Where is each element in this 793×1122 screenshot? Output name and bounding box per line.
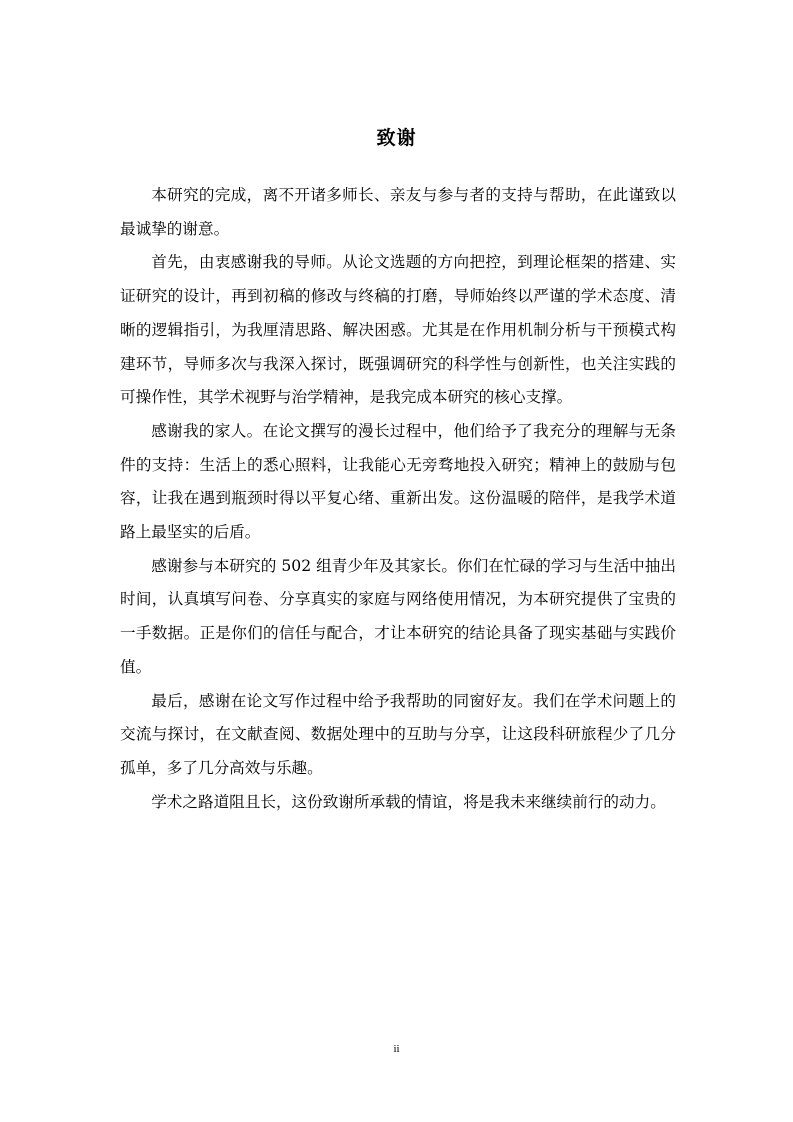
paragraph-intro: 本研究的完成，离不开诸多师长、亲友与参与者的支持与帮助，在此谨致以最诚挚的谢意。 [120, 186, 676, 238]
page-number: ii [393, 1043, 400, 1055]
paragraph-closing: 学术之路道阻且长，这份致谢所承载的情谊，将是我未来继续前行的动力。 [151, 792, 666, 811]
paragraph-classmates: 最后，感谢在论文写作过程中给予我帮助的同窗好友。我们在学术问题上的交流与探讨，在文献查阅、数据处理中的互助与分享，让这段科研旅程少了几分孤单，多了几分高效与乐趣。 [120, 691, 676, 777]
paragraph-family: 感谢我的家人。在论文撰写的漫长过程中，他们给予了我充分的理解与无条件的支持：生活上的悉心照料，让我能心无旁骛地投入研究；精神上的鼓励与包容，让我在遇到瓶颈时得以平复心绪、重新出发。这份温暖的陪伴，是我学术道路上最坚实的后盾。 [120, 421, 676, 542]
paragraph-advisor: 首先，由衷感谢我的导师。从论文选题的方向把控，到理论框架的搭建、实证研究的设计，再到初稿的修改与终稿的打磨，导师始终以严谨的学术态度、清晰的逻辑指引，为我厘清思路、解决困惑。尤其是在作用机制分析与干预模式构建环节，导师多次与我深入探讨，既强调研究的科学性与创新性，也关注实践的可操作性，其学术视野与治学精神，是我完成本研究的核心支撑。 [120, 253, 676, 407]
paragraph-participants: 感谢参与本研究的 502 组青少年及其家长。你们在忙碌的学习与生活中抽出时间，认真填写问卷、分享真实的家庭与网络使用情况，为本研究提供了宝贵的一手数据。正是你们的信任与配合，才让本研究的结论具备了现实基础与实践价值。 [120, 556, 676, 676]
acknowledgement-body [120, 179, 676, 819]
page-title: 致谢 [376, 127, 417, 149]
